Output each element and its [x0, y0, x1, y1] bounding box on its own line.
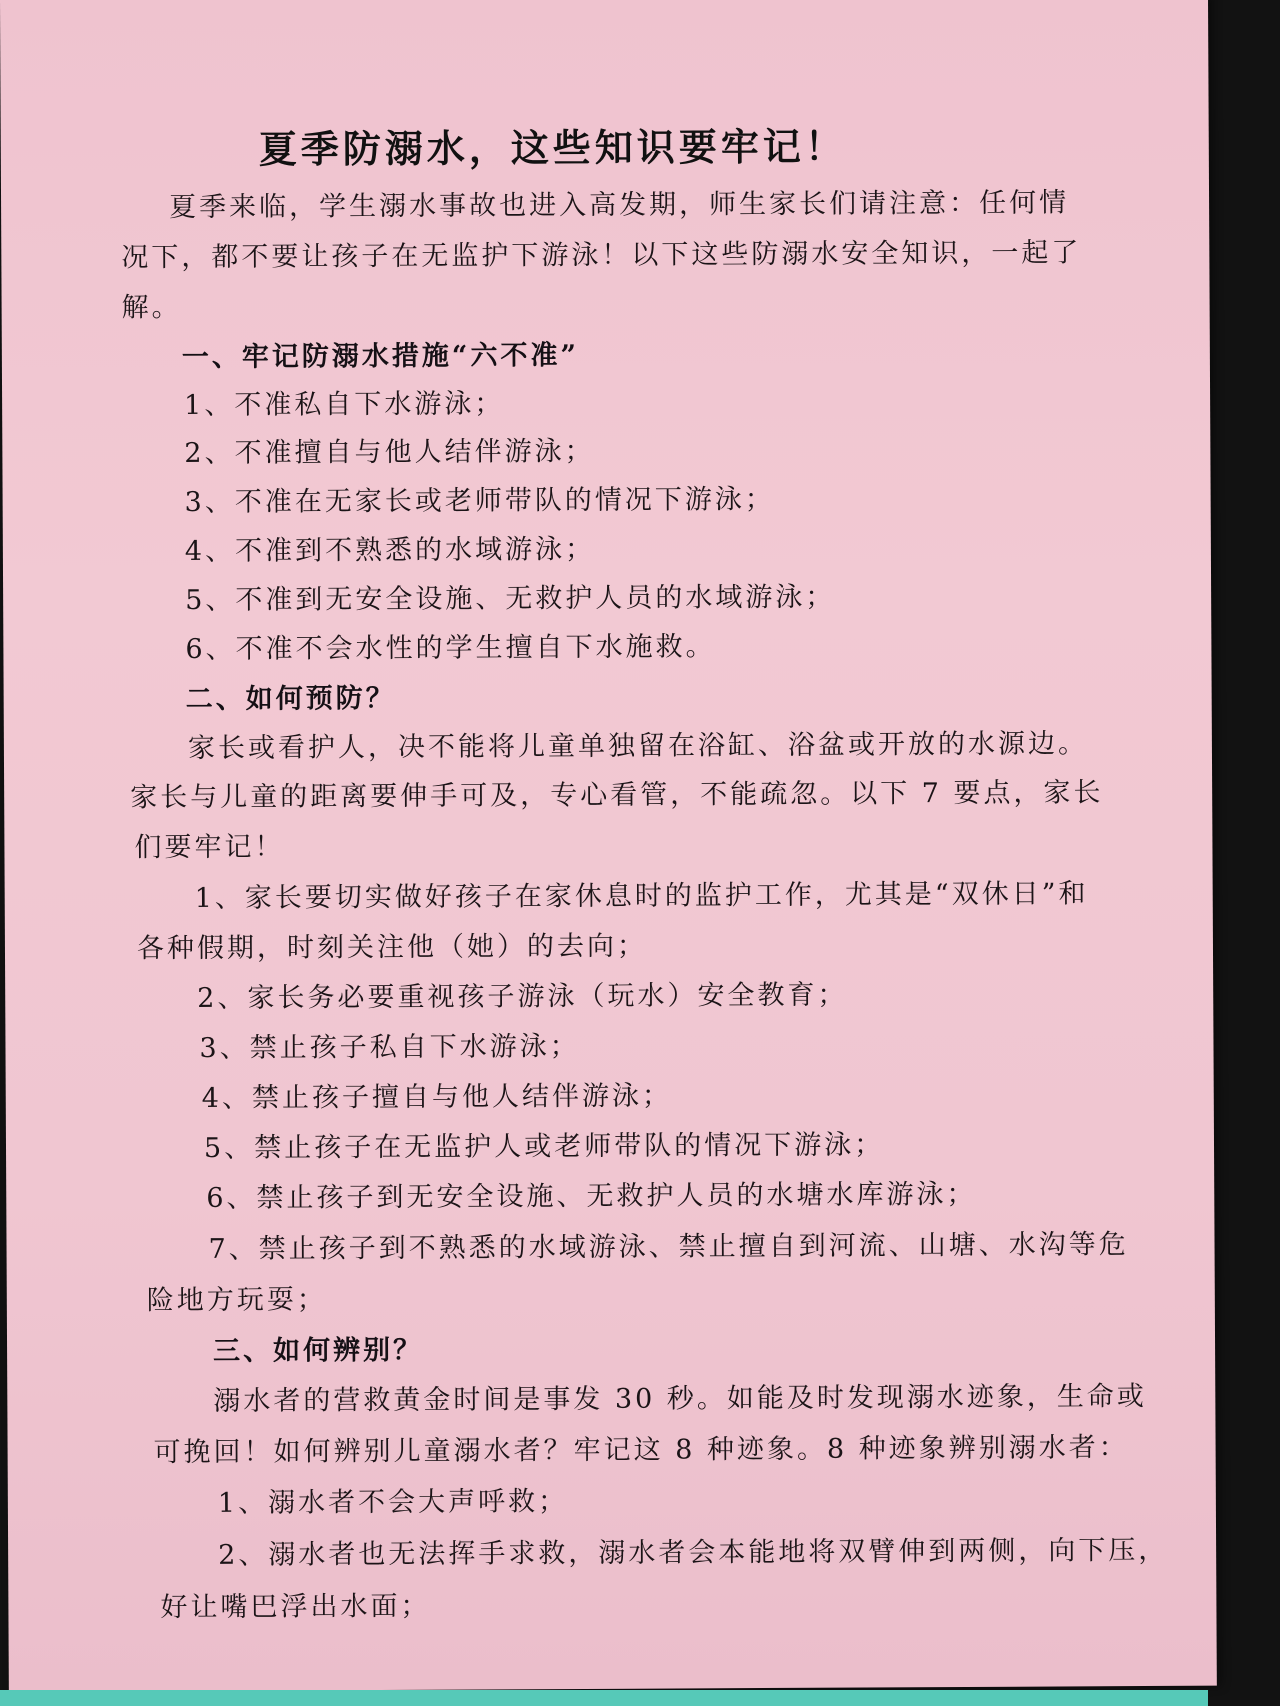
section-heading-1: 一、牢记防溺水措施“六不准” [181, 339, 580, 374]
prevention-item-5: 5、禁止孩子在无监护人或老师带队的情况下游泳； [203, 1129, 885, 1164]
identify-paragraph-line-2: 可挽回！如何辨别儿童溺水者？牢记这 8 种迹象。8 种迹象辨别溺水者： [153, 1432, 1129, 1469]
identify-item-1: 1、溺水者不会大声呼救； [217, 1486, 569, 1519]
document-title: 夏季防溺水，这些知识要牢记！ [258, 123, 847, 172]
prevention-item-2: 2、家长务必要重视孩子游泳（玩水）安全教育； [197, 979, 848, 1014]
identify-item-2-line-2: 好让嘴巴浮出水面； [160, 1590, 431, 1624]
intro-line-2: 况下，都不要让孩子在无监护下游泳！以下这些防溺水安全知识，一起了 [121, 237, 1082, 274]
prevention-paragraph-line-1: 家长或看护人，决不能将儿童单独留在浴缸、浴盆或开放的水源边。 [187, 728, 1088, 765]
prevention-item-7-line-2: 险地方玩耍； [146, 1284, 327, 1317]
intro-line-3: 解。 [121, 292, 182, 324]
prevention-item-1-line-1: 1、家长要切实做好孩子在家休息时的监护工作，尤其是“双休日”和 [194, 878, 1089, 914]
prevention-paragraph-line-3: 们要牢记！ [134, 831, 285, 864]
prevention-item-6: 6、禁止孩子到无安全设施、无救护人员的水塘水库游泳； [206, 1178, 977, 1214]
identify-item-2-line-1: 2、溺水者也无法挥手求救，溺水者会本能地将双臂伸到两侧，向下压， [218, 1534, 1169, 1571]
intro-line-1: 夏季来临，学生溺水事故也进入高发期，师生家长们请注意：任何情 [169, 187, 1070, 224]
rule-item-6: 6、不准不会水性的学生擅自下水施救。 [185, 631, 716, 666]
rule-item-5: 5、不准到无安全设施、无救护人员的水域游泳； [185, 581, 836, 617]
prevention-paragraph-line-2: 家长与儿童的距离要伸手可及，专心看管，不能疏忽。以下 7 要点，家长 [130, 777, 1104, 814]
section-heading-2: 二、如何预防？ [185, 682, 396, 716]
prevention-item-4: 4、禁止孩子擅自与他人结伴游泳； [201, 1080, 673, 1114]
rule-item-2: 2、不准擅自与他人结伴游泳； [184, 435, 595, 470]
rule-item-1: 1、不准私自下水游泳； [184, 388, 505, 422]
rule-item-3: 3、不准在无家长或老师带队的情况下游泳； [184, 483, 775, 519]
rule-item-4: 4、不准到不熟悉的水域游泳； [184, 533, 596, 568]
identify-paragraph-line-1: 溺水者的营救黄金时间是事发 30 秒。如能及时发现溺水迹象，生命或 [213, 1381, 1147, 1417]
prevention-item-7-line-1: 7、禁止孩子到不熟悉的水域游泳、禁止擅自到河流、山塘、水沟等危 [208, 1229, 1129, 1265]
prevention-item-3: 3、禁止孩子私自下水游泳； [199, 1030, 580, 1064]
section-heading-3: 三、如何辨别？ [212, 1334, 424, 1367]
green-strip-bottom [0, 1690, 1208, 1706]
prevention-item-1-line-2: 各种假期，时刻关注他（她）的去向； [136, 930, 648, 965]
